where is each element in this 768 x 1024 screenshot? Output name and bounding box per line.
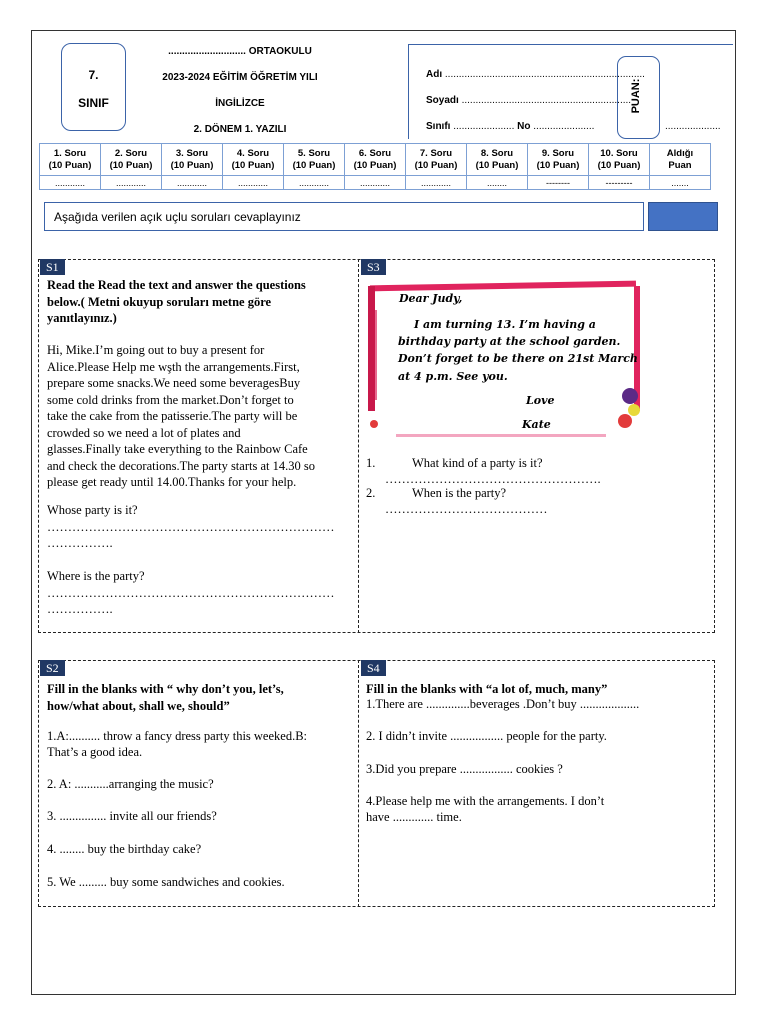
s1-title [47,277,352,327]
card-signature: Kate [522,418,551,431]
s4-item-4[interactable]: 4.Please help me with the arrangements. I don’t [366,794,605,808]
s3-answer-2[interactable]: ………………………………… [385,502,548,516]
s2-item-5[interactable]: 5. We ......... buy some sandwiches and cookies. [47,875,285,889]
s1-tag: S1 [40,259,65,275]
s4-item-4-cont: have ............. time. [366,810,462,824]
instruction-box: Aşağıda verilen açık uçlu soruları cevaplayınız [44,202,644,231]
score-header-text: (10 Puan) [353,159,397,171]
score-header-cell [101,144,162,176]
score-value-cell[interactable]: ............ [162,176,223,190]
s3-question-2: When is the party? [412,486,507,500]
exam-title: 2. DÖNEM 1. YAZILI [193,124,287,135]
s2-item-1-cont: That’s a good idea. [47,745,143,759]
score-header-text: (10 Puan) [475,159,519,171]
s4-item-2[interactable]: 2. I didn’t invite ................. people for the party. [366,729,607,743]
s2-title-line-1: Fill in the blanks with “ why don’t you, let’s, [47,682,284,696]
school-info [130,43,350,149]
balloon-icon [370,420,378,428]
score-header-text: 6. Soru [358,147,392,159]
score-table [39,143,711,190]
score-header-text: (10 Puan) [414,159,458,171]
score-value-cell[interactable]: ............ [406,176,467,190]
accent-block [648,202,718,231]
reading-text-line: glasses.Finally take everything to the Rainbow Cafe [47,442,308,456]
score-value-cell[interactable]: ............ [284,176,345,190]
score-header-text: 4. Soru [236,147,270,159]
puan-label: PUAN: [630,78,642,114]
score-value-cell[interactable]: ............ [101,176,162,190]
s1-title-line-2: below.( Metni okuyup soruları metne göre [47,294,272,309]
score-header-cell [528,144,589,176]
score-header-text: 2. Soru [114,147,148,159]
surname-label: Soyadı [426,95,459,106]
s4-item-3[interactable]: 3.Did you prepare ................. cookies ? [366,762,563,776]
score-value-cell[interactable]: ............ [223,176,284,190]
reading-text-line: Hi, Mike.I’m going out to buy a present for [47,343,265,357]
s1-answer-1-line-2[interactable]: ……………. [47,536,113,550]
score-value-cell[interactable]: ........ [467,176,528,190]
s2-item-4[interactable]: 4. ........ buy the birthday cake? [47,842,202,856]
score-header-row [40,144,711,176]
s1-question-1: Whose party is it? [47,503,138,517]
grade-label: SINIF [78,96,109,110]
card-frame-left [368,286,375,411]
s1-answer-2-line-2[interactable]: ……………. [47,602,113,616]
score-header-text: 8. Soru [480,147,514,159]
score-header-text: Aldığı [666,147,694,159]
card-frame-left-inner [375,310,377,400]
grade-box [61,43,126,131]
score-header-cell [223,144,284,176]
score-header-text: 7. Soru [419,147,453,159]
name-dots: ........................................................................ [444,69,645,80]
balloon-icon [628,404,640,416]
s3-question-1-number: 1. [366,456,376,470]
s1-answer-2-line-1[interactable]: …………………………………………………………… [47,586,335,600]
score-header-cell [284,144,345,176]
card-line-3: Don’t forget to be there on 21st March [398,352,638,365]
score-header-text: (10 Puan) [170,159,214,171]
class-no-field[interactable] [426,121,594,132]
s1-reading-text [47,342,357,491]
no-label: No [517,121,531,132]
school-name: ............................ ORTAOKULU [168,46,312,57]
reading-text-line: crowded so we need a lot of plates and [47,425,241,440]
s4-item-1[interactable]: 1.There are ..............beverages .Don’t buy ................... [366,697,640,711]
score-header-text: (10 Puan) [109,159,153,171]
balloon-icon [618,414,632,428]
s2-item-2[interactable]: 2. A: ...........arranging the music? [47,777,214,791]
score-header-text: (10 Puan) [597,159,641,171]
card-closing: Love [526,394,555,407]
s1-title-line-3: yanıtlayınız.) [47,311,117,325]
score-header-cell [345,144,406,176]
s2-tag: S2 [40,660,65,676]
bottom-panel-divider [358,660,359,907]
score-header-text: (10 Puan) [292,159,336,171]
reading-text-line: prepare some snacks.We need some beveragesBuy [47,376,301,390]
score-value-cell[interactable]: --------- [589,176,650,190]
score-header-cell [650,144,711,176]
puan-dots[interactable]: .................... [665,121,721,132]
s1-question-2: Where is the party? [47,569,145,583]
score-value-cell[interactable]: ....... [650,176,711,190]
s4-tag: S4 [361,660,386,676]
s3-question-2-number: 2. [366,486,376,500]
card-greeting: Dear Judy, [399,292,463,305]
card-line-2: birthday party at the school garden. [398,335,621,348]
s1-answer-1-line-1[interactable]: …………………………………………………………… [47,520,335,534]
score-header-cell [467,144,528,176]
balloon-icon [622,388,638,404]
score-header-text: 10. Soru [600,147,638,159]
no-dots: ...................... [533,121,595,132]
score-header-text: 9. Soru [541,147,575,159]
s2-title-line-2: how/what about, shall we, should” [47,698,230,713]
grade-number: 7. [88,68,99,82]
card-line-1: I am turning 13. I’m having a [414,318,596,331]
class-label: Sınıfı [426,121,451,132]
s4-title: Fill in the blanks with “a lot of, much, many” [366,682,608,696]
reading-text-line: please get ready until 14.00.Thanks for your help. [47,475,297,489]
score-value-cell[interactable]: -------- [528,176,589,190]
name-field[interactable] [426,69,645,80]
top-panel-divider [358,259,359,633]
s2-title [47,681,352,714]
score-header-cell [40,144,101,176]
score-header-text: (10 Puan) [231,159,275,171]
surname-field[interactable] [426,95,631,106]
s3-tag: S3 [361,259,386,275]
reading-text-line: take the cake from the patisserie.The party will be [47,409,298,423]
subject: İNGİLİZCE [215,98,265,109]
card-line-4: at 4 p.m. See you. [398,370,508,383]
score-value-row [40,176,711,190]
reading-text-line: and check the decorations.The party starts at 14.30 so [47,458,315,473]
s3-question-1: What kind of a party is it? [412,456,543,470]
score-header-text: 5. Soru [297,147,331,159]
s3-answer-1[interactable]: ……………………………………………. [385,472,601,486]
score-header-text: 3. Soru [175,147,209,159]
score-header-text: (10 Puan) [48,159,92,171]
score-header-cell [162,144,223,176]
score-header-text: (10 Puan) [536,159,580,171]
score-value-cell[interactable]: ............ [345,176,406,190]
invitation-card [366,280,642,438]
academic-year: 2023-2024 EĞİTİM ÖĞRETİM YILI [162,72,318,83]
s2-item-3[interactable]: 3. ............... invite all our friends? [47,809,217,823]
score-header-text: Puan [668,159,692,171]
score-header-cell [589,144,650,176]
s1-title-line-1: Read the Read the text and answer the questions [47,278,306,292]
surname-dots: ............................................................. [461,95,632,106]
score-header-text: 1. Soru [53,147,87,159]
reading-text-line: some cold drinks from the market.Don’t forget to [47,392,294,407]
card-frame-bottom [396,434,606,437]
s2-item-1[interactable]: 1.A:.......... throw a fancy dress party this weeked.B: [47,729,308,743]
class-dots: ...................... [453,121,515,132]
name-label: Adı [426,69,443,80]
score-value-cell[interactable]: ............ [40,176,101,190]
reading-text-line: Alice.Please Help me wşth the arrangements.First, [47,359,300,374]
score-header-cell [406,144,467,176]
